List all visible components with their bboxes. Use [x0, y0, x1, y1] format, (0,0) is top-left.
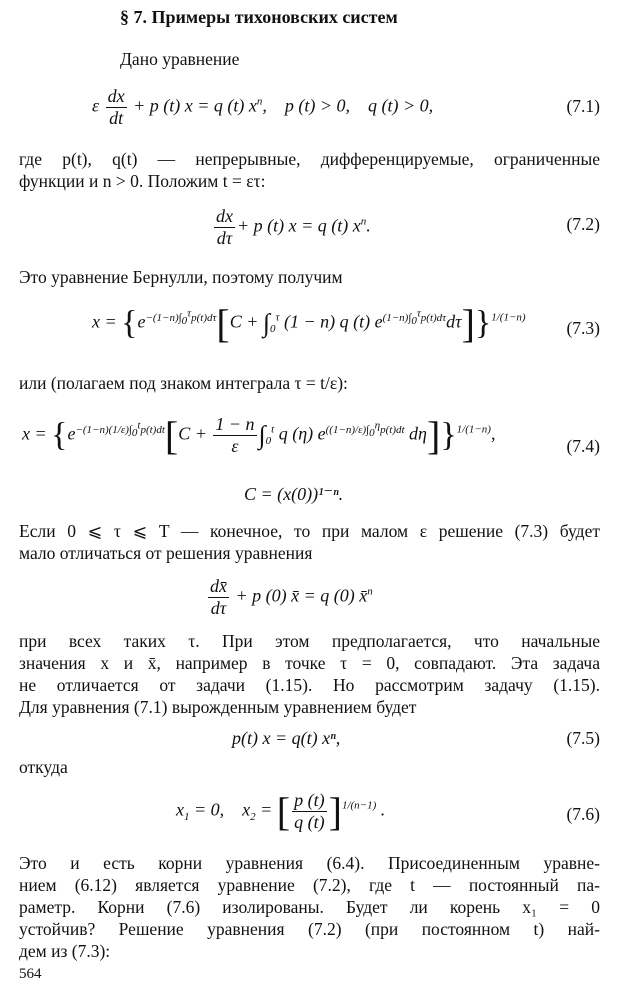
- equation-number-7-5: (7.5): [566, 728, 600, 748]
- equation-number-7-2: (7.2): [566, 214, 600, 234]
- paragraph-line: Это и есть корни уравнения (6.4). Присоединенным уравне-: [19, 853, 600, 873]
- paragraph-line: нием (6.12) является уравнение (7.2), где t — постоянный па-: [19, 875, 600, 895]
- paragraph-line: или (полагаем под знаком интеграла τ = t/ε):: [19, 373, 348, 393]
- paragraph-line: мало отличаться от решения уравнения: [19, 543, 313, 563]
- paragraph-line: Если 0 ⩽ τ ⩽ T — конечное, то при малом ε решение (7.3) будет: [19, 521, 600, 541]
- paragraph-line: раметр. Корни (7.6) изолированы. Будет ли корень x₁ = 0: [19, 897, 600, 917]
- equation-number-7-3: (7.3): [566, 318, 600, 338]
- page-number: 564: [19, 966, 42, 982]
- equation-number-7-4: (7.4): [566, 436, 600, 456]
- equation-7-5: p(t) x = q(t) xⁿ,: [232, 728, 341, 748]
- equation-7-4: $x = \{e^{-(1-n)(1/\varepsilon)\int_0^tp(t)dt}[C$ + $\frac{1 - n}{\varepsilon}$ $\int_0^t$ q (η) $e^{((1-n)/\varepsilon)\int_0^\eta p(t)dt}$ dη]}$^{1/(1-n)}$,: [22, 413, 496, 458]
- equation-7-6: $x_1 = 0$, $x_2$ = [ $\frac{p (t)}{q (t)}$ ]$^{1/(n-1)}$ .: [176, 789, 386, 834]
- paragraph-line: при всех таких τ. При этом предполагается, что начальные: [19, 631, 600, 651]
- section-heading: § 7. Примеры тихоновских систем: [120, 7, 398, 27]
- paragraph-line: значения x и x̄, например в точке τ = 0, совпадают. Эта задача: [19, 653, 600, 673]
- paragraph-line: Это уравнение Бернулли, поэтому получим: [19, 267, 343, 287]
- paragraph-line: дем из (7.3):: [19, 941, 111, 961]
- intro-text: Дано уравнение: [120, 49, 240, 69]
- paragraph-line: Для уравнения (7.1) вырожденным уравнением будет: [19, 697, 417, 717]
- paragraph-line: где p(t), q(t) — непрерывные, дифференцируемые, ограниченные: [19, 149, 600, 169]
- paragraph-line: устойчив? Решение уравнения (7.2) (при постоянном t) най-: [19, 919, 600, 939]
- equation-7-2: $\frac{dx}{d\tau}$ + p (t) x = q (t) $x^n$.: [216, 206, 371, 248]
- paragraph-line: не отличается от задачи (1.15). Но рассмотрим задачу (1.15).: [19, 675, 600, 695]
- equation-number-7-1: (7.1): [566, 96, 600, 116]
- equation-c: C = (x(0))¹⁻ⁿ.: [244, 484, 344, 504]
- equation-7-3: $x = \{e^{-(1-n)\int_0^\tau p(t)d\tau}[C + \int_0^\tau$ (1 − n) q (t) $e^{(1-n)\int_0^\tau p(t)d\tau}d\tau]\}^{1/(1-n)}$: [92, 301, 526, 346]
- equation-number-7-6: (7.6): [566, 804, 600, 824]
- paragraph-line: функции и n > 0. Положим t = ετ:: [19, 171, 266, 191]
- paragraph-line: откуда: [19, 757, 68, 777]
- equation-xbar: $\frac{dx̄}{d\tau}$ + p (0) x̄ = q (0) x̄$^n$: [210, 576, 373, 618]
- equation-7-1: ε $\frac{dx}{dt}$ + p (t) x = q (t) $x^n$, p (t) > 0, q (t) > 0,: [92, 86, 434, 128]
